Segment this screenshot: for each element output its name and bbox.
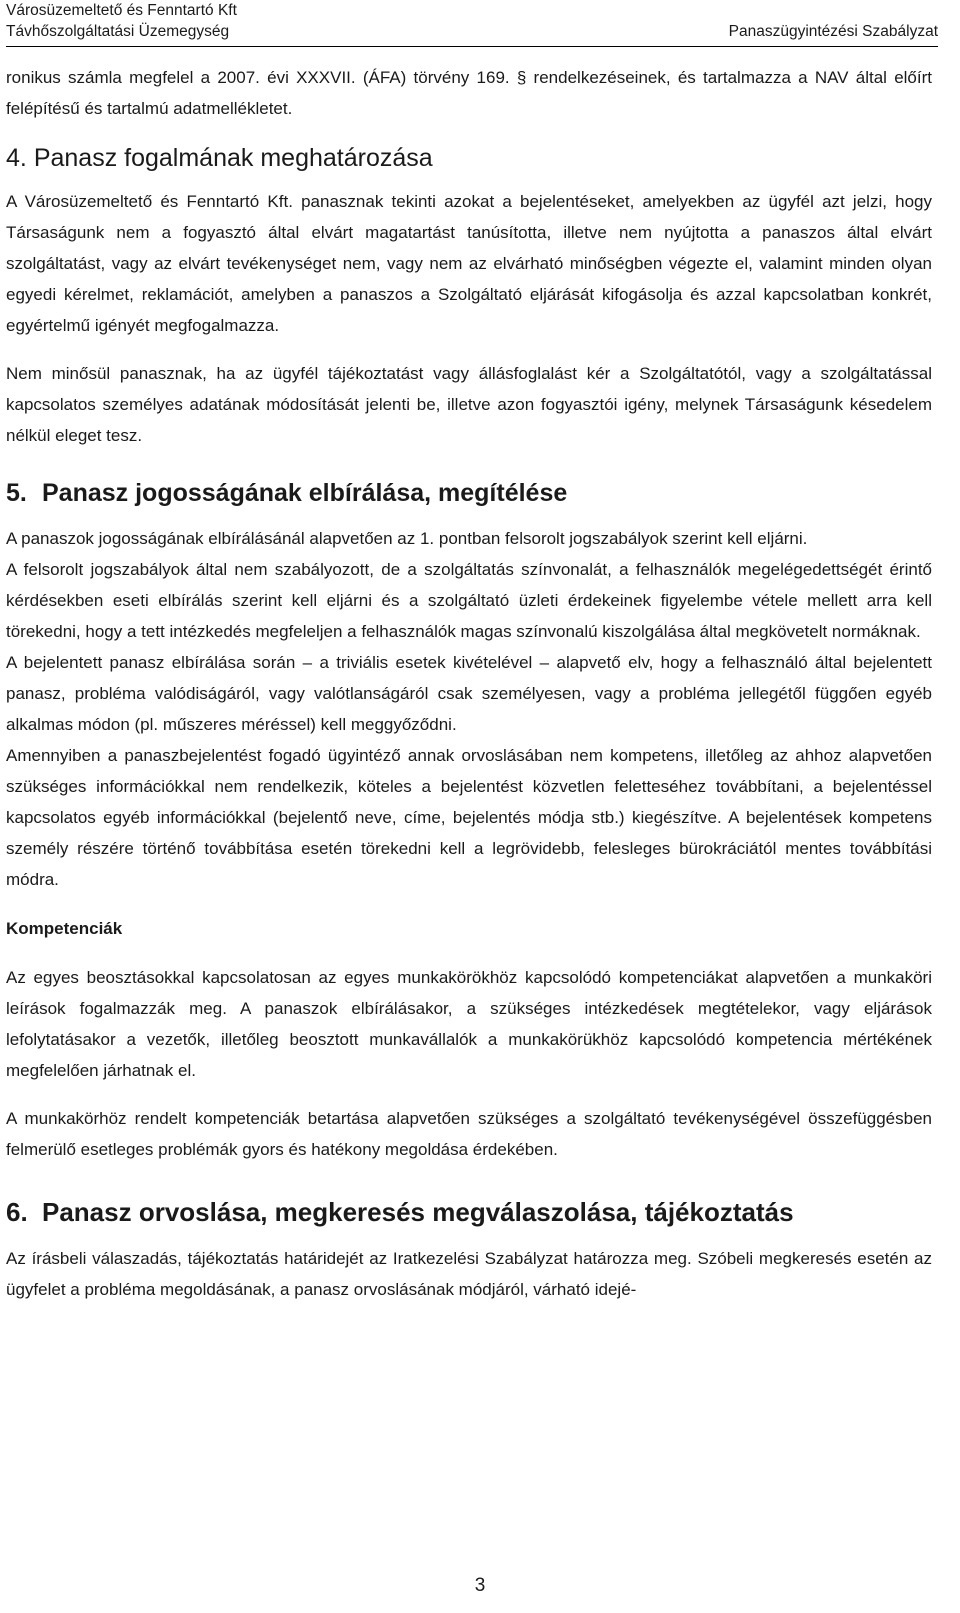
section-6-number: 6. xyxy=(6,1197,28,1227)
section-6-heading xyxy=(6,1195,932,1229)
page-number: 3 xyxy=(474,1575,486,1596)
competence-paragraph-2: A munkakörhöz rendelt kompetenciák betartása alapvetően szükséges a szolgáltató tevékenységével összefüggésben felmerülő esetleges problémák gyors és hatékony megoldása érdekében. xyxy=(6,1109,932,1159)
competence-paragraph-1: Az egyes beosztásokkal kapcsolatosan az egyes munkakörökhöz kapcsolódó kompetenciákat alapvetően a munkaköri leírások fogalmazzák meg. A panaszok elbírálásakor, a szükséges intézkedések megtételekor, vagy eljárások lefolytatásakor a vezetők, illetőleg beosztott munkavállalók a munkakörükhöz kapcsolódó kompetencia mértékének megfelelően járhatnak el. xyxy=(6,968,932,1080)
header-doc-title: Panaszügyintézési Szabályzat xyxy=(728,23,938,40)
header-unit: Távhőszolgáltatási Üzemegység xyxy=(6,23,230,40)
section-5-paragraph-1: A panaszok jogosságának elbírálásánál alapvetően az 1. pontban felsorolt jogszabályok szerint kell eljárni. xyxy=(6,529,808,548)
section-6-paragraph-1: Az írásbeli válaszadás, tájékoztatás határidejét az Iratkezelési Szabályzat határozza meg. Szóbeli megkeresés esetén az ügyfelet a probléma megoldásának, a panasz orvoslásának módjáról, várható idejé- xyxy=(6,1249,932,1299)
competence-heading: Kompetenciák xyxy=(6,919,123,938)
section-4-paragraph-1: A Városüzemeltető és Fenntartó Kft. panasznak tekinti azokat a bejelentéseket, amelyekben az ügyfél azt jelzi, hogy Társaságunk nem a fogyasztó által elvárt magatartást tanúsította, illetve nem nyújtotta a panaszos által elvárt szolgáltatást, vagy az elvárt tevékenységet nem, vagy nem az elvárható minőségben végezte el, valamint minden olyan egyedi kérelmet, reklamációt, amelyben a panaszos a Szolgáltató eljárását kifogásolja és azzal kapcsolatban konkrét, egyértelmű igényét megfogalmazza. xyxy=(6,192,932,335)
section-4-paragraph-2: Nem minősül panasznak, ha az ügyfél tájékoztatást vagy állásfoglalást kér a Szolgáltatótól, vagy a szolgáltatással kapcsolatos személyes adatának módosítását jelenti be, illetve azon fogyasztói igény, melynek Társaságunk késedelem nélkül eleget tesz. xyxy=(6,364,932,445)
header-company: Városüzemeltető és Fenntartó Kft xyxy=(6,2,237,19)
section-4-heading xyxy=(6,142,932,174)
page-content xyxy=(6,62,932,1305)
section-4-number: 4. xyxy=(6,144,27,172)
section-5-number: 5. xyxy=(6,479,27,507)
page-header xyxy=(6,0,938,47)
section-5-paragraph-3: A bejelentett panasz elbírálása során – a triviális esetek kivételével – alapvető elv, hogy a felhasználó által bejelentett panasz, probléma valódiságáról, vagy valótlanságáról csak személyesen, vagy a probléma jellegétől függően egyéb alkalmas módon (pl. műszeres méréssel) kell meggyőződni. xyxy=(6,653,932,734)
section-4-title: Panasz fogalmának meghatározása xyxy=(33,144,433,172)
section-5-paragraph-4: Amennyiben a panaszbejelentést fogadó ügyintéző annak orvoslásában nem kompetens, illetőleg az ahhoz alapvetően szükséges információkkal nem rendelkezik, köteles a bejelentést közvetlen feletteséhez továbbítani, a bejelentéssel kapcsolatos egyéb információkkal (bejelentő neve, címe, bejelentés módja stb.) kiegészítve. A bejelentések kompetens személy részére történő továbbítása esetén törekedni kell a legrövidebb, felesleges bürokráciától mentes továbbítási módra. xyxy=(6,746,932,889)
section-5-paragraph-2: A felsorolt jogszabályok által nem szabályozott, de a szolgáltatás színvonalát, a felhasználók megelégedettségét érintő kérdésekben eseti elbírálás szerint kell eljárni és a szolgáltató üzleti érdekeinek figyelembe vétele mellett arra kell törekedni, hogy a tett intézkedés megfeleljen a felhasználók magas színvonalú kiszolgálása által megkövetelt normáknak. xyxy=(6,560,932,641)
section-5-heading xyxy=(6,477,932,509)
section-5-title: Panasz jogosságának elbírálása, megítélése xyxy=(42,479,568,507)
intro-paragraph: ronikus számla megfelel a 2007. évi XXXVII. (ÁFA) törvény 169. § rendelkezéseinek, és tartalmazza a NAV által előírt felépítésű és tartalmú adatmellékletet. xyxy=(6,68,932,118)
section-6-title: Panasz orvoslása, megkeresés megválaszolása, tájékoztatás xyxy=(42,1197,794,1227)
